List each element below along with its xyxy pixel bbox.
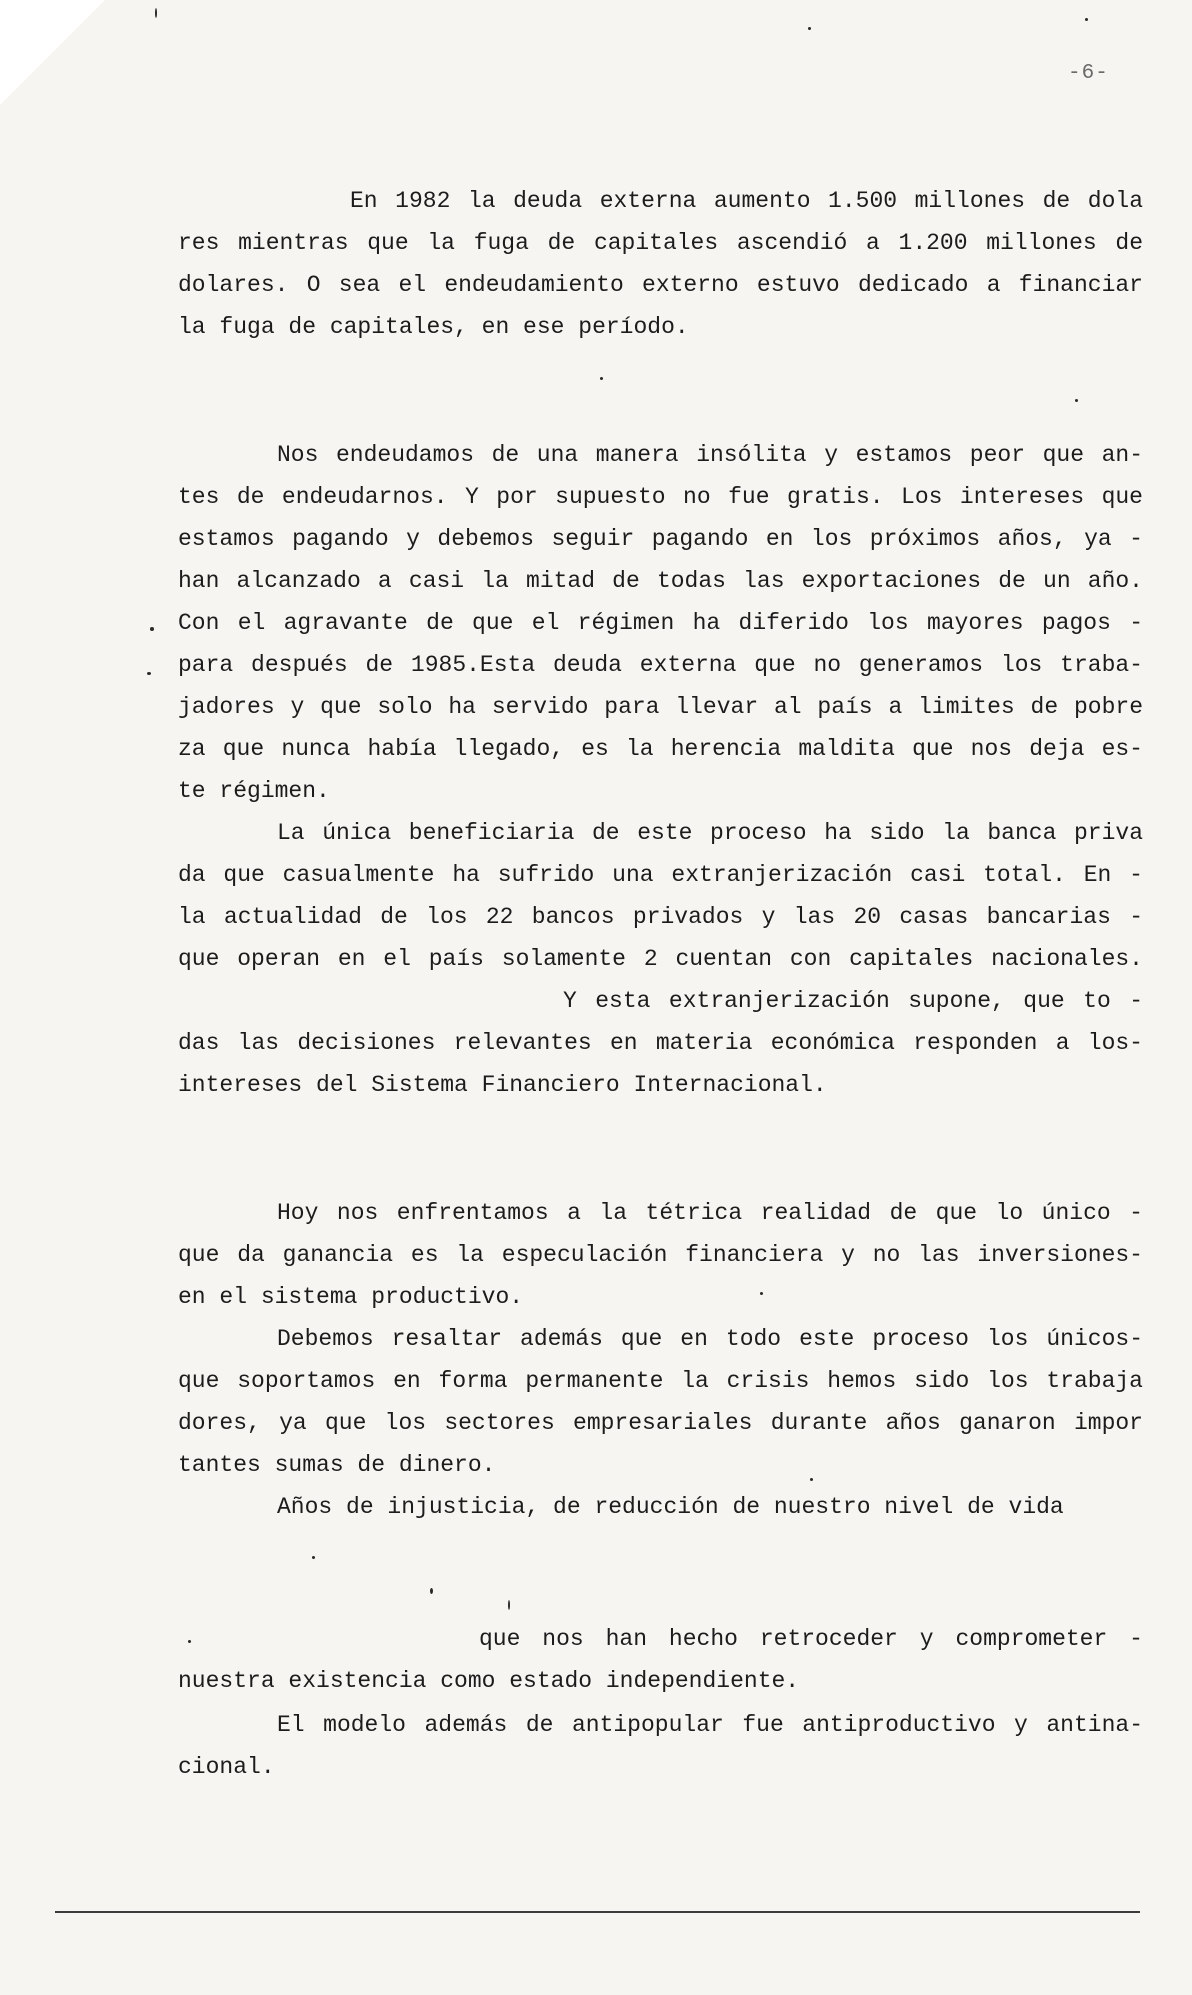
text-line: tes de endeudarnos. Y por supuesto no fue gratis. Los intereses que [178,484,1143,510]
text-line: que soportamos en forma permanente la crisis hemos sido los trabaja [178,1368,1143,1394]
text-line: Años de injusticia, de reducción de nuestro nivel de vida [277,1494,1064,1520]
text-line: Con el agravante de que el régimen ha diferido los mayores pagos - [178,610,1143,636]
text-line: la fuga de capitales, en ese período. [178,314,689,340]
text-line: Debemos resaltar además que en todo este proceso los únicos- [277,1326,1143,1352]
text-line: jadores y que solo ha servido para llevar al país a limites de pobre [178,694,1143,720]
text-line: han alcanzado a casi la mitad de todas las exportaciones de un año. [178,568,1143,594]
page-number: -6- [1068,62,1109,85]
folded-corner [0,0,105,105]
text-line: res mientras que la fuga de capitales ascendió a 1.200 millones de [178,230,1143,256]
text-line: que da ganancia es la especulación financiera y no las inversiones- [178,1242,1143,1268]
scan-speck [150,627,154,631]
text-line: Hoy nos enfrentamos a la tétrica realidad de que lo único - [277,1200,1143,1226]
text-line: te régimen. [178,778,330,804]
text-line: das las decisiones relevantes en materia económica responden a los- [178,1030,1143,1056]
text-line: intereses del Sistema Financiero Internacional. [178,1072,827,1098]
text-line: za que nunca había llegado, es la herencia maldita que nos deja es- [178,736,1143,762]
text-line: estamos pagando y debemos seguir pagando en los próximos años, ya - [178,526,1143,552]
scan-speck [1085,18,1088,21]
scan-speck [810,1478,813,1481]
scan-speck [808,27,811,30]
text-line: Y esta extranjerización supone, que to - [563,988,1143,1014]
text-line: en el sistema productivo. [178,1284,524,1310]
scan-speck [430,1588,433,1594]
text-line: nuestra existencia como estado independiente. [178,1668,800,1694]
scan-speck [600,377,603,380]
scan-speck [147,672,151,675]
scan-speck [760,1292,763,1295]
scan-speck [188,1640,191,1643]
text-line: dores, ya que los sectores empresariales durante años ganaron impor [178,1410,1143,1436]
text-line: En 1982 la deuda externa aumento 1.500 millones de dola [350,188,1143,214]
scan-speck [1075,399,1078,402]
text-line: dolares. O sea el endeudamiento externo estuvo dedicado a financiar [178,272,1143,298]
text-line: La única beneficiaria de este proceso ha sido la banca priva [277,820,1143,846]
text-line: que nos han hecho retroceder y comprometer - [479,1626,1143,1652]
text-line: la actualidad de los 22 bancos privados y las 20 casas bancarias - [178,904,1143,930]
scan-speck [155,8,157,18]
text-line: El modelo además de antipopular fue antiproductivo y antina- [277,1712,1143,1738]
text-line: Nos endeudamos de una manera insólita y estamos peor que an- [277,442,1143,468]
text-line: tantes sumas de dinero. [178,1452,496,1478]
text-line: que operan en el país solamente 2 cuentan con capitales nacionales. [178,946,1143,972]
bottom-rule [55,1911,1140,1913]
text-line: cional. [178,1754,275,1780]
scan-speck [312,1556,315,1559]
text-line: para después de 1985.Esta deuda externa que no generamos los traba- [178,652,1143,678]
text-line: da que casualmente ha sufrido una extranjerización casi total. En - [178,862,1143,888]
scan-speck [508,1600,510,1610]
